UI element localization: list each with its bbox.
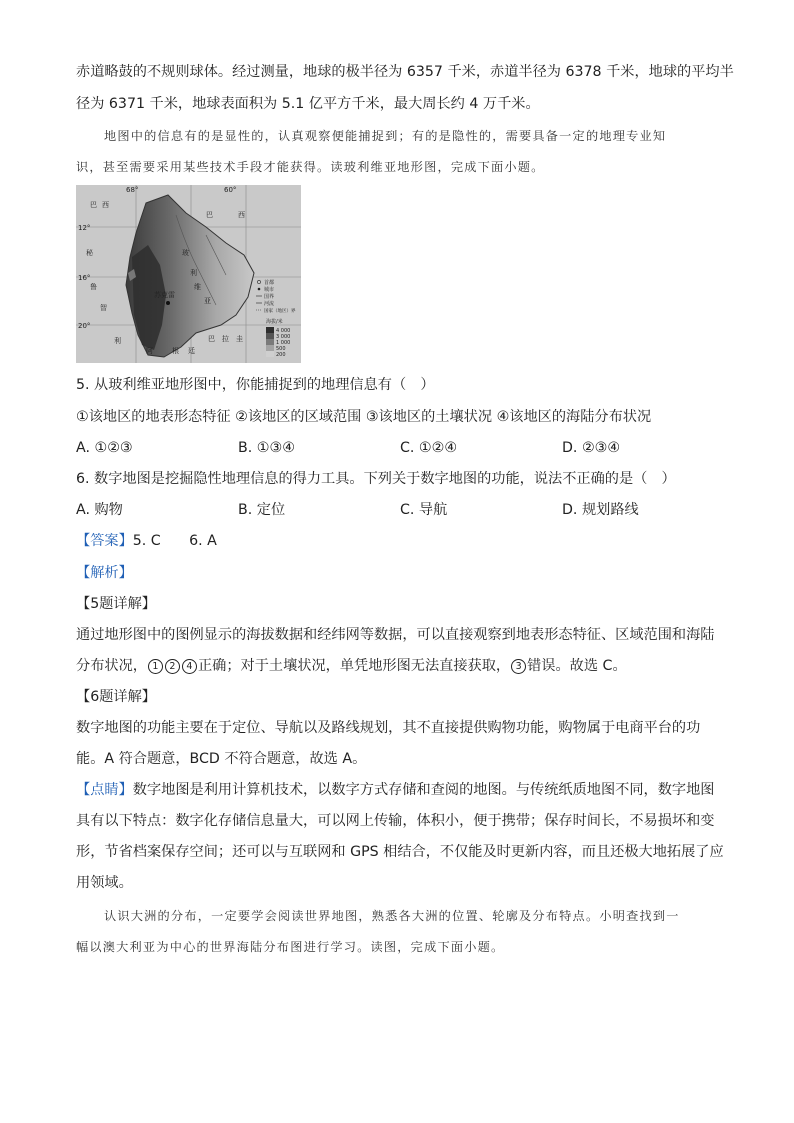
lon-label-1: 68° <box>126 186 139 194</box>
q5-option-b[interactable]: B. ①③④ <box>238 440 295 456</box>
comment-line-1: 【点睛】数字地图是利用计算机技术，以数字方式存储和查阅的地图。与传统纸质地图不同，数字地图 <box>76 782 715 798</box>
circled-1: 1 <box>148 659 163 674</box>
svg-text:国界: 国界 <box>264 294 275 300</box>
q5-choices: ①该地区的地表形态特征 ②该地区的区域范围 ③该地区的土壤状况 ④该地区的海陆分布状况 <box>76 409 652 425</box>
q5-option-d[interactable]: D. ②③④ <box>562 440 621 456</box>
intro-line-2: 径为 6371 千米，地球表面积为 5.1 亿平方千米，最大周长约 4 万千米。 <box>76 96 540 112</box>
svg-text:500: 500 <box>276 346 286 352</box>
material2-line-2: 幅以澳大利亚为中心的世界海陆分布图进行学习。读图，完成下面小题。 <box>76 940 505 954</box>
comment-line-2: 具有以下特点：数字化存储信息量大，可以网上传输，体积小，便于携带；保存时间长，不易损坏和变 <box>76 813 715 829</box>
comment-label: 【点睛】 <box>76 782 133 798</box>
svg-text:首都: 首都 <box>264 280 275 286</box>
material1-line-2: 识，甚至需要采用某些技术手段才能获得。读玻利维亚地形图，完成下面小题。 <box>76 160 545 174</box>
bolivia-topographic-map <box>76 185 301 363</box>
q6-option-a[interactable]: A. 购物 <box>76 502 123 518</box>
svg-text:国家（地区）界: 国家（地区）界 <box>264 309 296 314</box>
lat-label-3: 20° <box>78 322 91 330</box>
label-brazil-3: 巴 <box>206 211 213 219</box>
circled-3: 3 <box>511 659 526 674</box>
q6-option-d[interactable]: D. 规划路线 <box>562 502 639 518</box>
svg-text:200: 200 <box>276 352 286 358</box>
detail6-line-1: 数字地图的功能主要在于定位、导航以及路线规划，其不直接提供购物功能，购物属于电商平台的功 <box>76 720 701 736</box>
label-brazil-4: 西 <box>238 211 245 219</box>
label-peru-2: 鲁 <box>90 283 97 291</box>
label-bolivia-4: 亚 <box>204 297 211 305</box>
comment-line-4: 用领域。 <box>76 875 133 891</box>
label-brazil-1: 巴 <box>90 201 97 209</box>
detail5-line-2: 分布状况， 1 2 4 正确；对于土壤状况，单凭地形图无法直接获取， 3 错误。故选 C。 <box>76 658 627 674</box>
label-bolivia-1: 玻 <box>182 249 189 257</box>
label-brazil-2: 西 <box>102 201 109 209</box>
svg-text:河流: 河流 <box>264 301 275 307</box>
answer-line <box>76 531 217 551</box>
label-paraguay-2: 拉 <box>222 335 229 343</box>
label-argentina-2: 根 <box>172 347 179 355</box>
label-bolivia-2: 利 <box>190 269 197 277</box>
answer-text: 5. C 6. A <box>132 533 217 549</box>
q6-option-b[interactable]: B. 定位 <box>238 502 286 518</box>
svg-text:3 000: 3 000 <box>276 334 291 340</box>
comment-line-3: 形，节省档案保存空间；还可以与互联网和 GPS 相结合，不仅能及时更新内容，而且还极大地拓展了应 <box>76 844 724 860</box>
circled-2: 2 <box>165 659 180 674</box>
material1-line-1: 地图中的信息有的是显性的，认真观察便能捕捉到；有的是隐性的，需要具备一定的地理专业知 <box>104 129 667 143</box>
svg-text:海拔/米: 海拔/米 <box>266 319 283 325</box>
analysis-label: 【解析】 <box>76 565 133 581</box>
label-paraguay-3: 圭 <box>236 335 243 343</box>
lon-label-2: 60° <box>224 186 237 194</box>
detail5-line-1: 通过地形图中的图例显示的海拔数据和经纬网等数据，可以直接观察到地表形态特征、区域范围和海陆 <box>76 627 715 643</box>
svg-text:1 000: 1 000 <box>276 340 291 346</box>
lat-label-2: 16° <box>78 274 91 282</box>
q5-option-c[interactable]: C. ①②④ <box>400 440 458 456</box>
label-chile-2: 利 <box>114 337 121 345</box>
label-paraguay-1: 巴 <box>208 335 215 343</box>
label-chile-1: 智 <box>100 304 107 312</box>
label-peru-1: 秘 <box>86 249 93 257</box>
detail6-label: 【6题详解】 <box>76 689 156 705</box>
q5-option-a[interactable]: A. ①②③ <box>76 440 133 456</box>
detail6-line-2: 能。A 符合题意，BCD 不符合题意，故选 A。 <box>76 751 367 767</box>
label-bolivia-3: 维 <box>194 283 201 291</box>
q5-stem: 5. 从玻利维亚地形图中，你能捕捉到的地理信息有（ ） <box>76 377 435 393</box>
svg-text:4 000: 4 000 <box>276 328 291 334</box>
intro-line-1: 赤道略鼓的不规则球体。经过测量，地球的极半径为 6357 千米，赤道半径为 6378 千米，地球的平均半 <box>76 64 734 80</box>
answer-label: 【答案】 <box>76 533 133 549</box>
q6-option-c[interactable]: C. 导航 <box>400 502 448 518</box>
circled-4: 4 <box>182 659 197 674</box>
material2-line-1: 认识大洲的分布，一定要学会阅读世界地图，熟悉各大洲的位置、轮廓及分布特点。小明查找到一 <box>104 909 680 923</box>
q6-stem: 6. 数字地图是挖掘隐性地理信息的得力工具。下列关于数字地图的功能，说法不正确的是（ ） <box>76 471 676 487</box>
detail5-label: 【5题详解】 <box>76 596 156 612</box>
label-argentina-1: 阿 <box>146 347 153 355</box>
lat-label-1: 12° <box>78 224 91 232</box>
city-sucre-label: 苏克雷 <box>154 291 175 299</box>
svg-text:城市: 城市 <box>264 287 275 293</box>
capital-marker <box>166 301 170 305</box>
label-argentina-3: 廷 <box>188 347 195 355</box>
